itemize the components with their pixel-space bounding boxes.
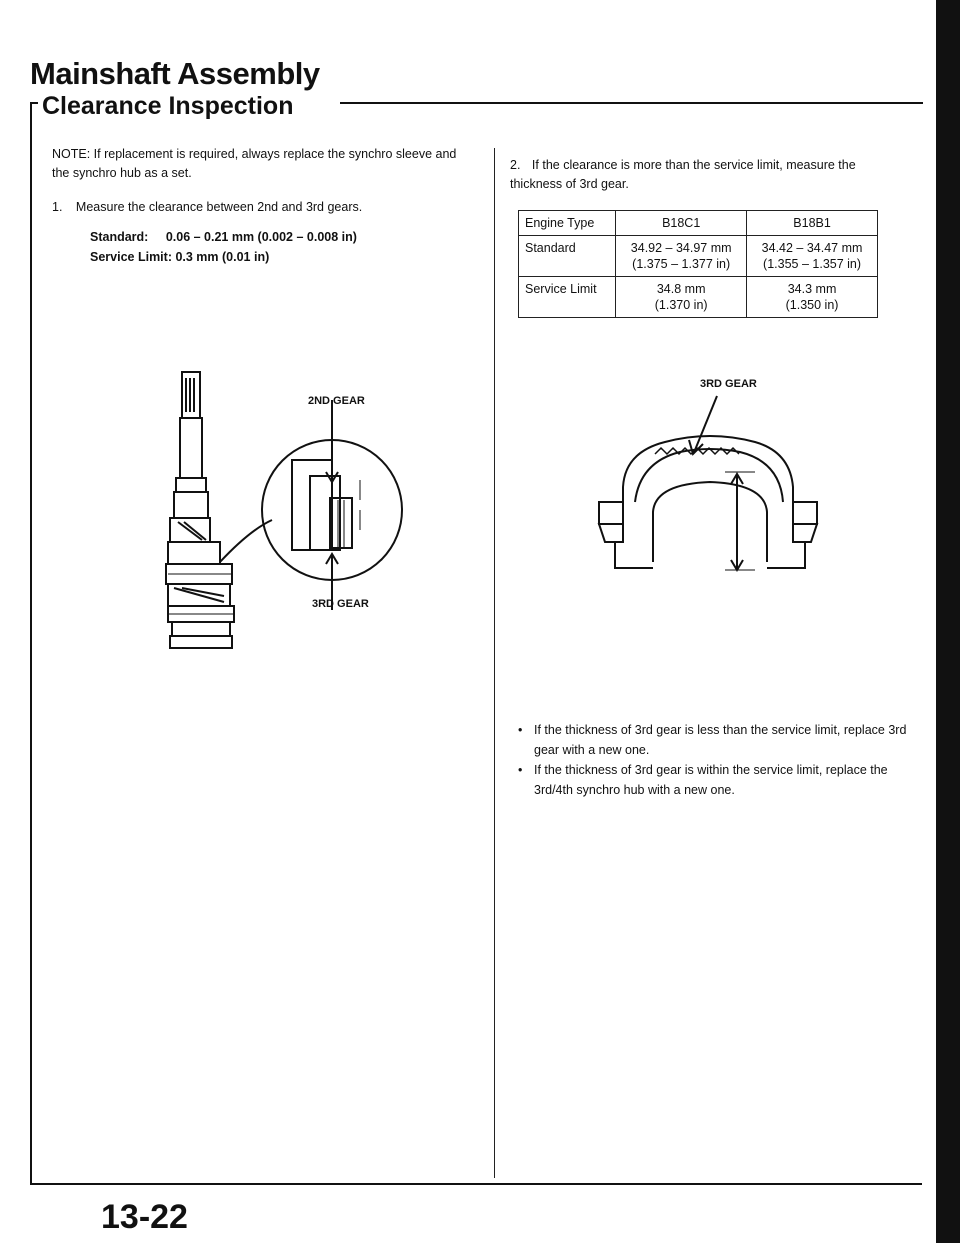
section-title: Clearance Inspection xyxy=(42,92,294,120)
standard-label: Standard: xyxy=(90,230,149,244)
table-cell-line: 34.8 mm xyxy=(656,282,706,296)
table-cell xyxy=(616,236,747,277)
step-2-number: 2. xyxy=(510,158,521,172)
mainshaft-illustration xyxy=(160,360,420,650)
table-cell-line: (1.375 – 1.377 in) xyxy=(632,257,731,271)
table-cell-line: (1.350 in) xyxy=(785,298,839,312)
table-header-row xyxy=(519,211,878,236)
bullet-list xyxy=(514,720,914,800)
step-1-number: 1. xyxy=(52,200,63,214)
list-item: • If the thickness of 3rd gear is less than the service limit, replace 3rd gear with a new one. xyxy=(514,720,914,760)
service-limit-spec: Service Limit: 0.3 mm (0.01 in) xyxy=(90,250,270,264)
table-header-cell: B18C1 xyxy=(616,211,747,236)
third-gear-illustration xyxy=(585,392,835,592)
step-2-text: If the clearance is more than the service limit, measure the thickness of 3rd gear. xyxy=(510,158,856,191)
standard-value: 0.06 – 0.21 mm (0.002 – 0.008 in) xyxy=(165,230,357,244)
note-text: NOTE: If replacement is required, always replace the synchro sleeve and the synchro hub as a set. xyxy=(52,147,457,180)
table-row xyxy=(519,236,878,277)
table-cell xyxy=(616,277,747,318)
table-cell-line: 34.3 mm xyxy=(787,282,837,296)
step-1-text: Measure the clearance between 2nd and 3rd gears. xyxy=(75,200,363,214)
section-bracket xyxy=(30,102,32,1184)
list-item: • If the thickness of 3rd gear is within the service limit, replace the 3rd/4th synchro hub with a new one. xyxy=(514,760,914,800)
table-cell-line: (1.370 in) xyxy=(654,298,708,312)
page-edge-bar xyxy=(936,0,960,1243)
step-2 xyxy=(510,156,910,194)
table-cell-line: 34.92 – 34.97 mm xyxy=(630,241,732,255)
figure-1-label-3rd-gear: 3RD GEAR xyxy=(312,598,369,610)
figure-1-label-2nd-gear: 2ND GEAR xyxy=(308,395,365,407)
table-header-cell: Engine Type xyxy=(519,211,616,236)
spec-table xyxy=(518,210,878,318)
table-row-label: Standard xyxy=(519,236,616,277)
table-header-cell: B18B1 xyxy=(747,211,878,236)
column-divider xyxy=(494,148,495,1178)
section-bracket-tick xyxy=(30,102,38,104)
section-rule xyxy=(340,102,923,104)
table-cell xyxy=(747,277,878,318)
table-cell xyxy=(747,236,878,277)
table-cell-line: (1.355 – 1.357 in) xyxy=(763,257,862,271)
page-title: Mainshaft Assembly xyxy=(30,56,320,91)
standard-spec xyxy=(90,230,357,244)
table-row-label: Service Limit xyxy=(519,277,616,318)
figure-2-label-3rd-gear: 3RD GEAR xyxy=(700,378,757,390)
table-row xyxy=(519,277,878,318)
table-cell-line: 34.42 – 34.47 mm xyxy=(761,241,863,255)
page-number: 13-22 xyxy=(101,1198,188,1236)
step-1 xyxy=(52,198,472,217)
bottom-rule xyxy=(30,1183,922,1185)
